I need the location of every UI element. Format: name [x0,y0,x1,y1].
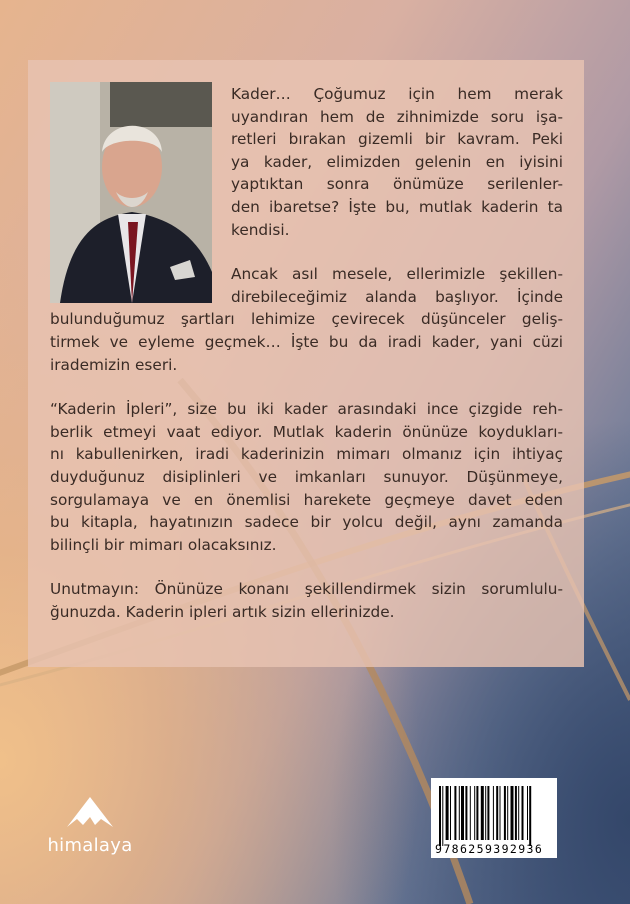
text-line: uyandıran hem de zihnimizde soru işa- [231,107,563,126]
text-line: duyduğunuz disiplinleri ve imkanları sunuyor. Düşünmeye, [50,467,563,486]
barcode-bar [504,786,506,840]
barcode-bar [454,786,456,840]
barcode-bar [500,786,501,840]
paragraph [50,578,563,623]
paragraph [50,398,563,556]
text-line: ya kader, elimizden gelenin en iyisini [231,152,563,171]
barcode-bar [493,786,494,840]
text-line: nı kabullenirken, iradi kaderinizin mimarı olmanız için ihtiyaç [50,445,563,464]
barcode-bar [461,786,464,840]
barcode-bar [450,786,451,840]
barcode-bar [487,786,489,840]
text-line: kendisi. [231,220,290,239]
barcode-bar [511,786,514,840]
text-line: bulunduğumuz şartları lehimize çevirecek düşünceler geliş- [50,310,563,329]
text-line: sorgulamaya ve en önemlisi harekete geçmeye davet eden [50,490,563,509]
barcode-bar [439,786,441,846]
text-line: “Kaderin İpleri”, size bu iki kader arasındaki ince çizgide reh- [50,400,563,419]
isbn-barcode [431,778,557,858]
text-line: yaptıktan sonra önümüze serilenler- [231,175,563,194]
text-line: berlik etmeyi vaat ediyor. Mutlak kaderin önünüze koydukları- [50,422,563,441]
barcode-bar [485,786,486,840]
barcode-bar [459,786,460,840]
barcode-bar [496,786,498,840]
paragraph [50,263,563,376]
barcode-bar [470,786,471,840]
text-line: Unutmayın: Önünüze konanı şekillendirmek sizin sorumlulu- [50,580,563,599]
barcode-bar [522,786,524,840]
text-line: retleri bırakan gizemli bir kavram. Peki [231,130,563,149]
publisher-name: himalaya [47,835,133,856]
text-line: ğunuzda. Kaderin ipleri artık sizin ellerinizde. [50,602,395,621]
text-line: tirmek ve eyleme geçmek… İşte bu da iradi kader, yani cüzi [50,332,563,351]
text-line: den ibaretse? İşte bu, mutlak kaderin ta [231,197,563,216]
isbn-number: 9786259392936 [435,842,544,856]
paragraph [50,83,563,241]
mountain-icon [65,795,115,829]
back-cover-text [50,83,563,645]
text-line: bilinçli bir mimarı olacaksınız. [50,535,277,554]
barcode-bar [446,786,449,840]
barcode-bar [529,786,531,846]
barcode-bar [507,786,508,840]
barcode-bar [465,786,467,840]
text-line: direbileceğimiz alanda başlıyor. İçinde [231,287,563,306]
barcode-bar [518,786,519,840]
barcode-bar [481,786,484,840]
barcode-bar [515,786,517,840]
text-line: irademizin eseri. [50,355,178,374]
text-line: bu kitapla, hayatınızın sadece bir yolcu değil, aynı zamanda [50,513,563,532]
barcode-bar [527,786,528,840]
text-line: Ancak asıl mesele, ellerimizle şekillen- [231,265,563,284]
barcode-bar [476,786,478,840]
publisher-logo [40,795,140,856]
barcode-bar [442,786,443,846]
text-line: Kader… Çoğumuz için hem merak [231,85,563,103]
barcode-bar [474,786,475,840]
